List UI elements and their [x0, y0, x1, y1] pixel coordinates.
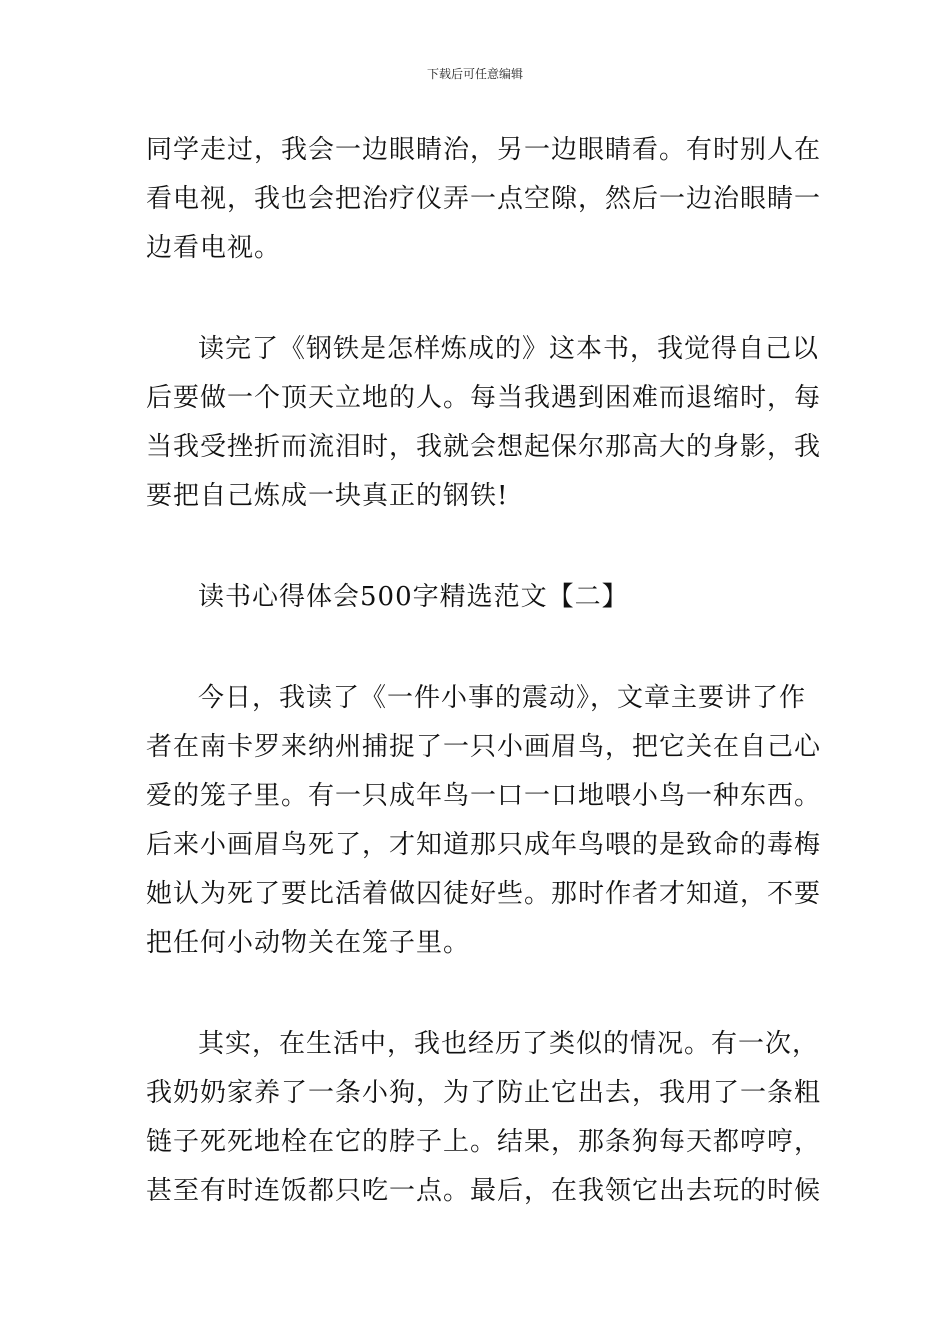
- paragraph-2-line-3: 当我受挫折而流泪时，我就会想起保尔那高大的身影，我: [146, 432, 822, 462]
- page-header-note: 下载后可任意编辑: [426, 67, 523, 81]
- paragraph-3-line-6: 把任何小动物关在笼子里。: [146, 928, 471, 958]
- paragraph-2-line-4: 要把自己炼成一块真正的钢铁!: [146, 481, 509, 511]
- paragraph-1-line-2: 看电视，我也会把治疗仪弄一点空隙，然后一边治眼睛一: [146, 184, 822, 214]
- paragraph-3-line-4: 后来小画眉鸟死了，才知道那只成年鸟喂的是致命的毒梅: [146, 830, 822, 860]
- paragraph-4-line-2: 我奶奶家养了一条小狗，为了防止它出去，我用了一条粗: [146, 1078, 822, 1108]
- paragraph-2-line-1: 读完了《钢铁是怎样炼成的》这本书，我觉得自己以: [198, 334, 820, 364]
- paragraph-3-line-3: 爱的笼子里。有一只成年鸟一口一口地喂小鸟一种东西。: [146, 781, 822, 811]
- paragraph-4-line-1: 其实，在生活中，我也经历了类似的情况。有一次，: [198, 1029, 820, 1059]
- paragraph-1-line-1: 同学走过，我会一边眼睛治，另一边眼睛看。有时别人在: [146, 135, 822, 165]
- paragraph-3-line-1: 今日，我读了《一件小事的震动》，文章主要讲了作: [198, 683, 807, 713]
- paragraph-4-line-3: 链子死死地栓在它的脖子上。结果，那条狗每天都哼哼，: [146, 1127, 822, 1157]
- section-heading: 读书心得体会500字精选范文【二】: [198, 582, 629, 612]
- paragraph-2-line-2: 后要做一个顶天立地的人。每当我遇到困难而退缩时，每: [146, 383, 822, 413]
- paragraph-1-line-3: 边看电视。: [146, 233, 282, 263]
- paragraph-3-line-2: 者在南卡罗来纳州捕捉了一只小画眉鸟，把它关在自己心: [146, 732, 822, 762]
- paragraph-3-line-5: 她认为死了要比活着做囚徒好些。那时作者才知道，不要: [146, 879, 822, 909]
- paragraph-4-line-4: 甚至有时连饭都只吃一点。最后，在我领它出去玩的时候: [146, 1176, 822, 1206]
